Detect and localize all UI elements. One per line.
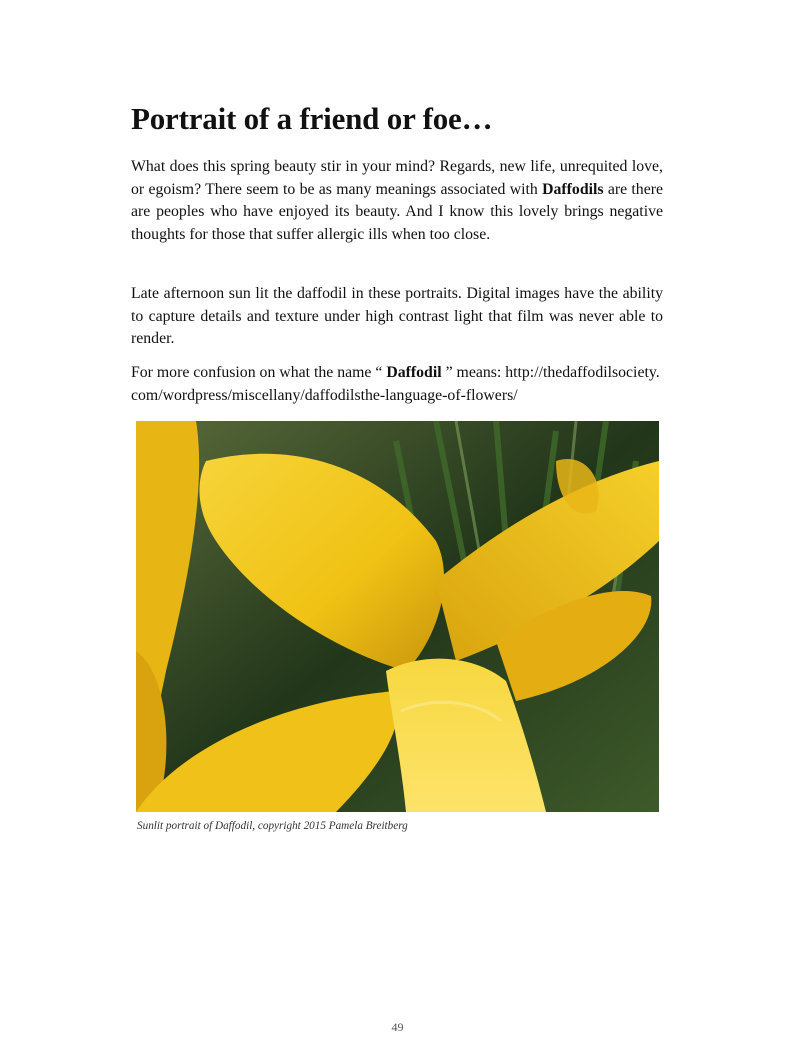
daffodil-photo — [136, 421, 659, 812]
reference-url[interactable]: http://thedaffodilsociety.com/wordpress/miscellany/daffodilsthe-language-of-flowers/ — [131, 364, 660, 404]
paragraph-link — [131, 362, 663, 407]
paragraph-intro — [131, 156, 663, 246]
bold-term-daffodil: Daffodil — [386, 364, 442, 381]
paragraph-link-text-mid: ” means: — [441, 364, 506, 381]
paragraph-light: Late afternoon sun lit the daffodil in these portraits. Digital images have the ability to capture details and texture under high contrast light that film was never able to render. — [131, 285, 663, 347]
paragraph-link-text: For more confusion on what the name “ — [131, 364, 387, 381]
daffodil-illustration — [136, 421, 659, 812]
paragraph-intro-text: What does this spring beauty stir in your mind? Regards, new life, unrequited love, or egoism? There seem to be as many meanings associated with — [131, 158, 663, 198]
page-number: 49 — [391, 1020, 404, 1034]
photo-caption: Sunlit portrait of Daffodil, copyright 2015 Pamela Breitberg — [137, 820, 408, 832]
paragraph-intro-text-end: are there are peoples who have enjoyed its beauty. And I know this lovely brings negative thoughts for those that suffer allergic ills when too close. — [131, 180, 663, 243]
bold-term-daffodils: Daffodils — [542, 180, 604, 198]
page-title: Portrait of a friend or foe… — [131, 101, 493, 136]
